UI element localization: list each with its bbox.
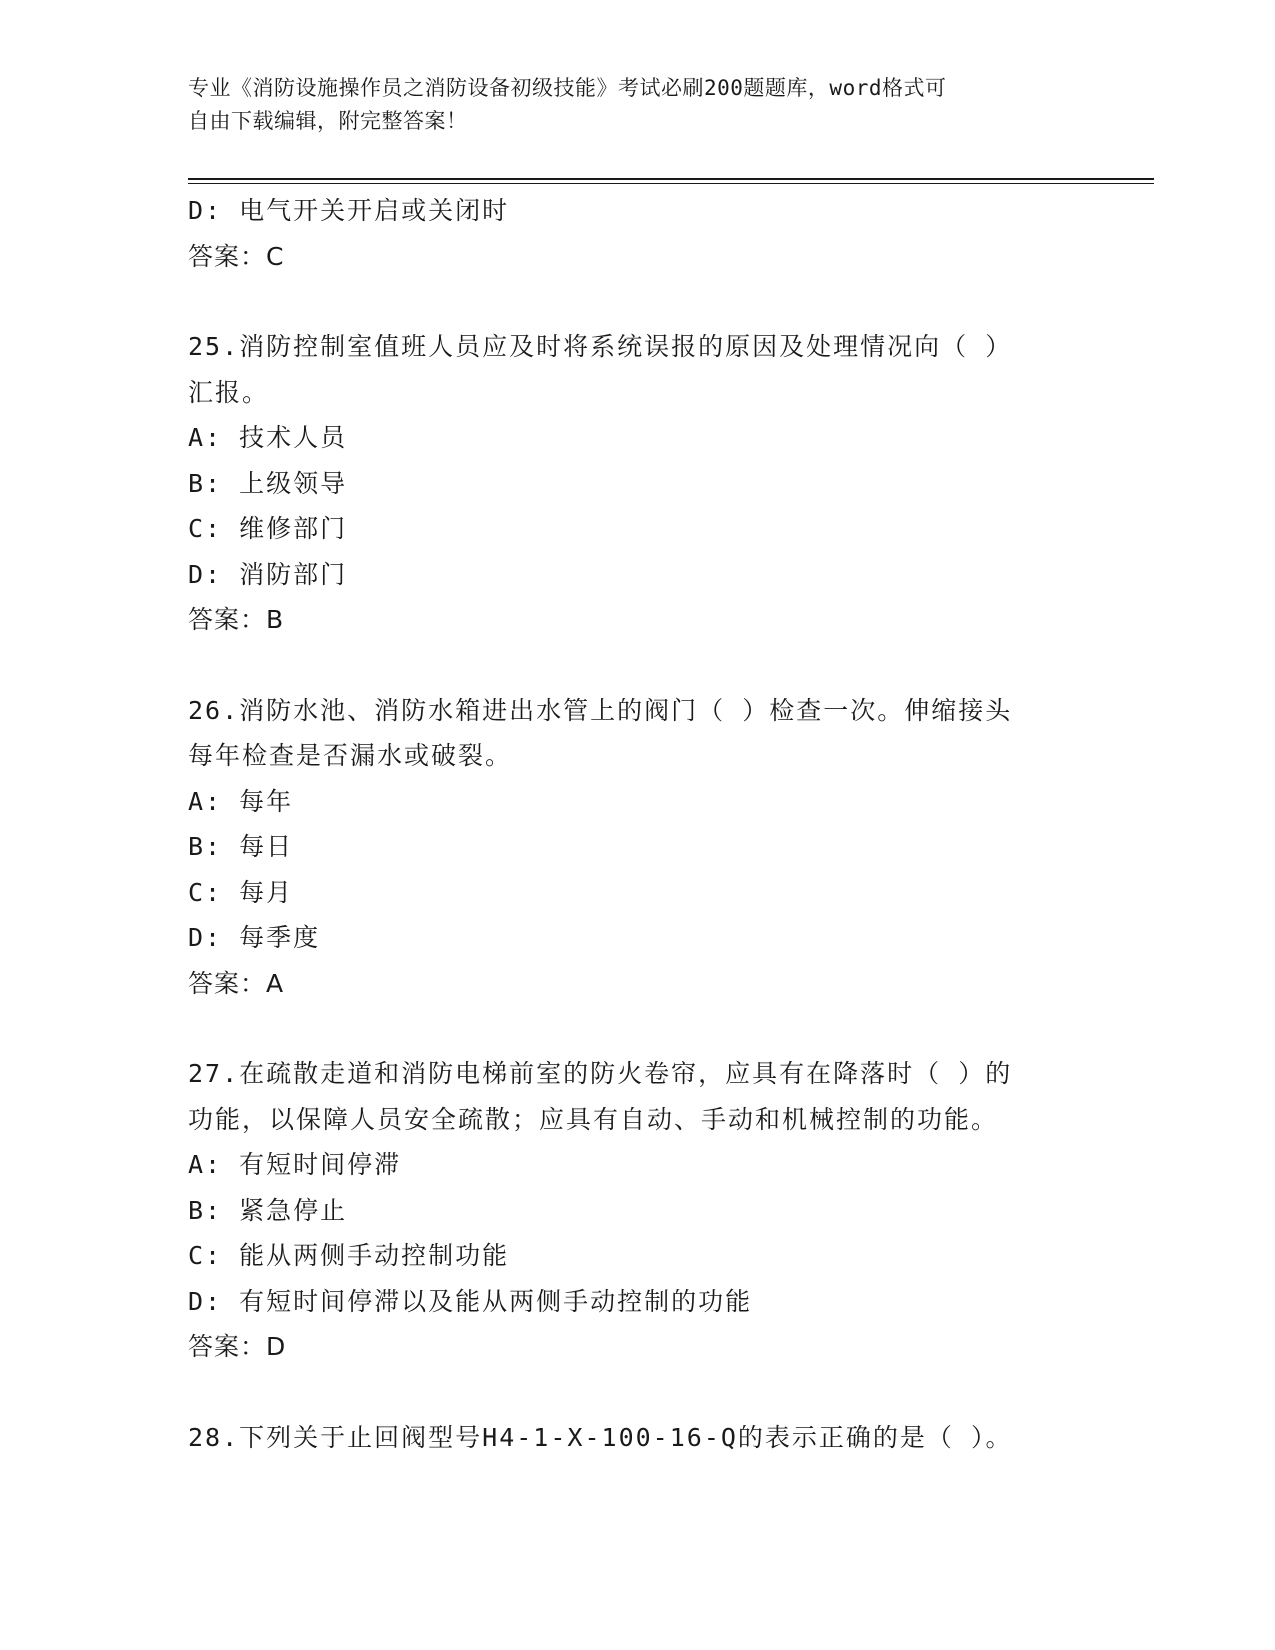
question-stem-line: 25.消防控制室值班人员应及时将系统误报的原因及处理情况向（ ） bbox=[188, 332, 1013, 361]
question-stem-line: 28.下列关于止回阀型号H4-1-X-100-16-Q的表示正确的是（ ）。 bbox=[188, 1422, 1013, 1452]
option-a: A: 技术人员 bbox=[188, 423, 348, 452]
previous-option-d: D: 电气开关开启或关闭时 bbox=[188, 196, 510, 225]
spacer bbox=[188, 643, 1088, 688]
header-divider-thin bbox=[188, 183, 1154, 184]
spacer bbox=[188, 279, 1088, 324]
question-stem-line: 27.在疏散走道和消防电梯前室的防火卷帘，应具有在降落时（ ）的 bbox=[188, 1059, 1013, 1088]
answer: 答案：D bbox=[188, 1332, 287, 1361]
question-26 bbox=[188, 688, 1088, 1007]
option-b: B: 上级领导 bbox=[188, 468, 348, 498]
question-stem-line: 汇报。 bbox=[188, 377, 270, 407]
question-25 bbox=[188, 324, 1088, 643]
header-divider-thick bbox=[188, 178, 1154, 180]
option-d: D: 消防部门 bbox=[188, 559, 348, 589]
question-content bbox=[188, 188, 1088, 1460]
question-stem-line: 26.消防水池、消防水箱进出水管上的阀门（ ）检查一次。伸缩接头 bbox=[188, 695, 1013, 725]
option-c: C: 维修部门 bbox=[188, 514, 348, 543]
option-a: A: 有短时间停滞 bbox=[188, 1150, 402, 1179]
question-28 bbox=[188, 1415, 1088, 1461]
spacer bbox=[188, 1006, 1088, 1051]
answer: 答案：B bbox=[188, 605, 285, 634]
option-d: D: 每季度 bbox=[188, 923, 321, 952]
answer: 答案：A bbox=[188, 968, 285, 998]
question-27 bbox=[188, 1051, 1088, 1370]
option-d: D: 有短时间停滞以及能从两侧手动控制的功能 bbox=[188, 1286, 753, 1316]
option-b: B: 每日 bbox=[188, 832, 294, 861]
option-c: C: 每月 bbox=[188, 877, 294, 907]
previous-answer: 答案：C bbox=[188, 241, 285, 271]
question-stem-line: 每年检查是否漏水或破裂。 bbox=[188, 741, 513, 770]
option-a: A: 每年 bbox=[188, 786, 294, 816]
option-c: C: 能从两侧手动控制功能 bbox=[188, 1241, 510, 1270]
document-header bbox=[188, 72, 1068, 138]
header-line-2: 自由下载编辑，附完整答案！ bbox=[188, 109, 468, 133]
question-stem-line: 功能，以保障人员安全疏散；应具有自动、手动和机械控制的功能。 bbox=[188, 1104, 999, 1134]
spacer bbox=[188, 1370, 1088, 1415]
header-line-1: 专业《消防设施操作员之消防设备初级技能》考试必刷200题题库，word格式可 bbox=[188, 76, 947, 100]
option-b: B: 紧急停止 bbox=[188, 1195, 348, 1225]
